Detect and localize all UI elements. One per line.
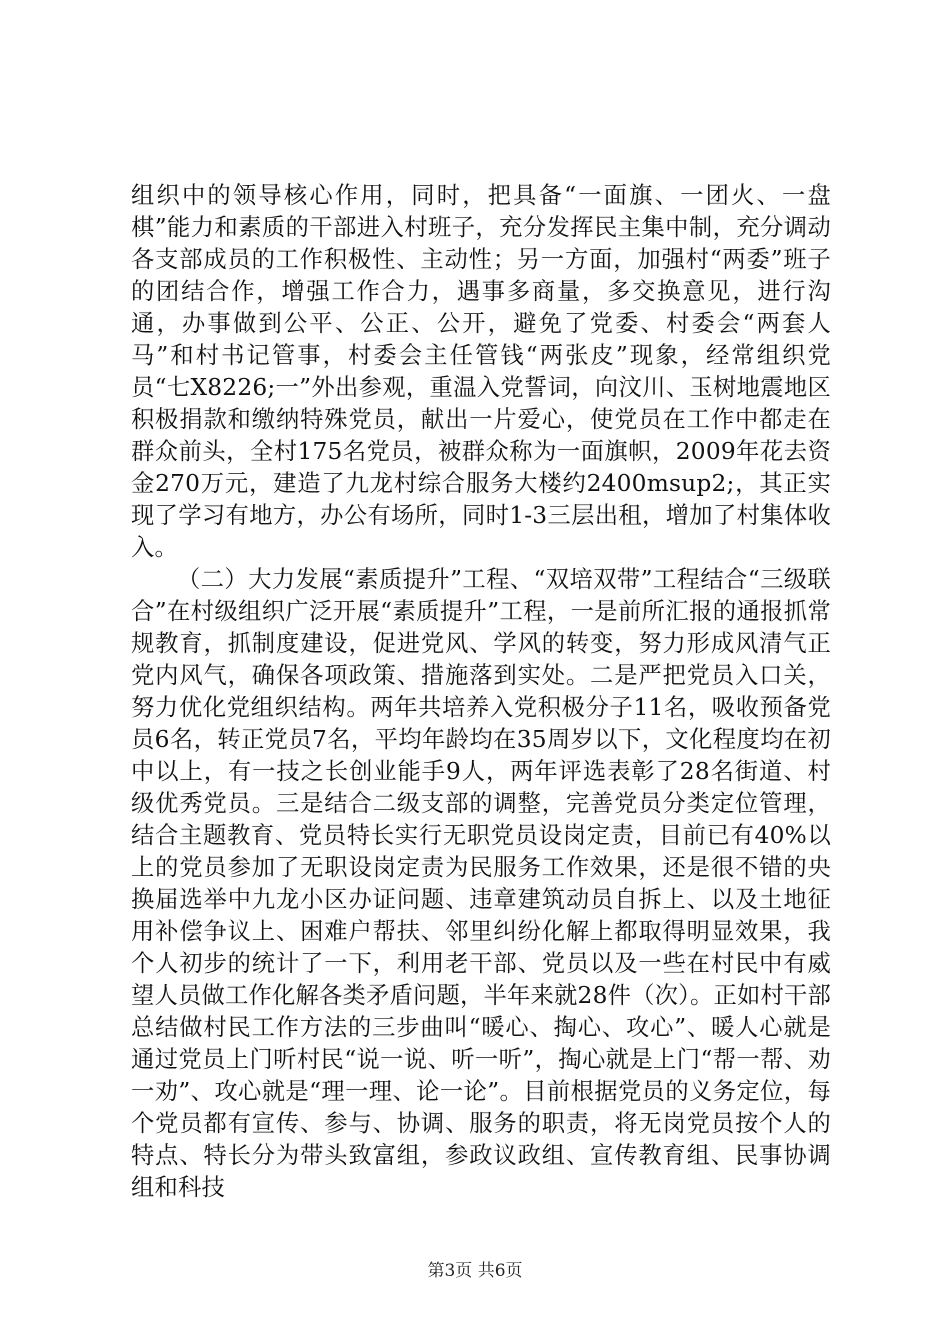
paragraph-section-two: （二）大力发展“素质提升”工程、“双培双带”工程结合“三级联合”在村级组织广泛开展“素质提升”工程，一是前所汇报的通报抓常规教育，抓制度建设，促进党风、学风的转变，努力形成风清气正党内风气，确保各项政策、措施落到实处。二是严把党员入口关，努力优化党组织结构。两年共培养入党积极分子11名，吸收预备党员6名，转正党员7名，平均年龄均在35周岁以下，文化程度均在初中以上，有一技之长创业能手9人，两年评选表彰了28名街道、村级优秀党员。三是结合二级支部的调整，完善党员分类定位管理，结合主题教育、党员特长实行无职党员设岗定责，目前已有40%以上的党员参加了无职设岗定责为民服务工作效果，还是很不错的央换届选举中九龙小区办证问题、违章建筑动员自拆上、以及土地征用补偿争议上、困难户帮扶、邻里纠纷化解上都取得明显效果，我个人初步的统计了一下，利用老干部、党员以及一些在村民中有威望人员做工作化解各类矛盾问题，半年来就28件（次）。正如村干部总结做村民工作方法的三步曲叫“暖心、掏心、攻心”、暖人心就是通过党员上门听村民“说一说、听一听”，掏心就是上门“帮一帮、劝一劝”、攻心就是“理一理、论一论”。目前根据党员的义务定位，每个党员都有宣传、参与、协调、服务的职责，将无岗党员按个人的特点、特长分为带头致富组，参政议政组、宣传教育组、民事协调组和科技 [131, 566, 831, 1201]
document-body [131, 180, 831, 1204]
page-footer [0, 1256, 950, 1281]
paragraph-continuation: 组织中的领导核心作用，同时，把具备“一面旗、一团火、一盘棋”能力和素质的干部进入村班子，充分发挥民主集中制，充分调动各支部成员的工作积极性、主动性；另一方面，加强村“两委”班子的团结合作，增强工作合力，遇事多商量，多交换意见，进行沟通，办事做到公平、公正、公开，避免了党委、村委会“两套人马”和村书记管事，村委会主任管钱“两张皮”现象，经常组织党员“七X8226;一”外出参观，重温入党誓词，向汶川、玉树地震地区积极捐款和缴纳特殊党员，献出一片爱心，使党员在工作中都走在群众前头，全村175名党员，被群众称为一面旗帜，2009年花去资金270万元，建造了九龙村综合服务大楼约2400msup2;，其正实现了学习有地方，办公有场所，同时1-3三层出租，增加了村集体收入。 [131, 182, 831, 561]
page-number: 第3页 共6页 [427, 1261, 523, 1281]
